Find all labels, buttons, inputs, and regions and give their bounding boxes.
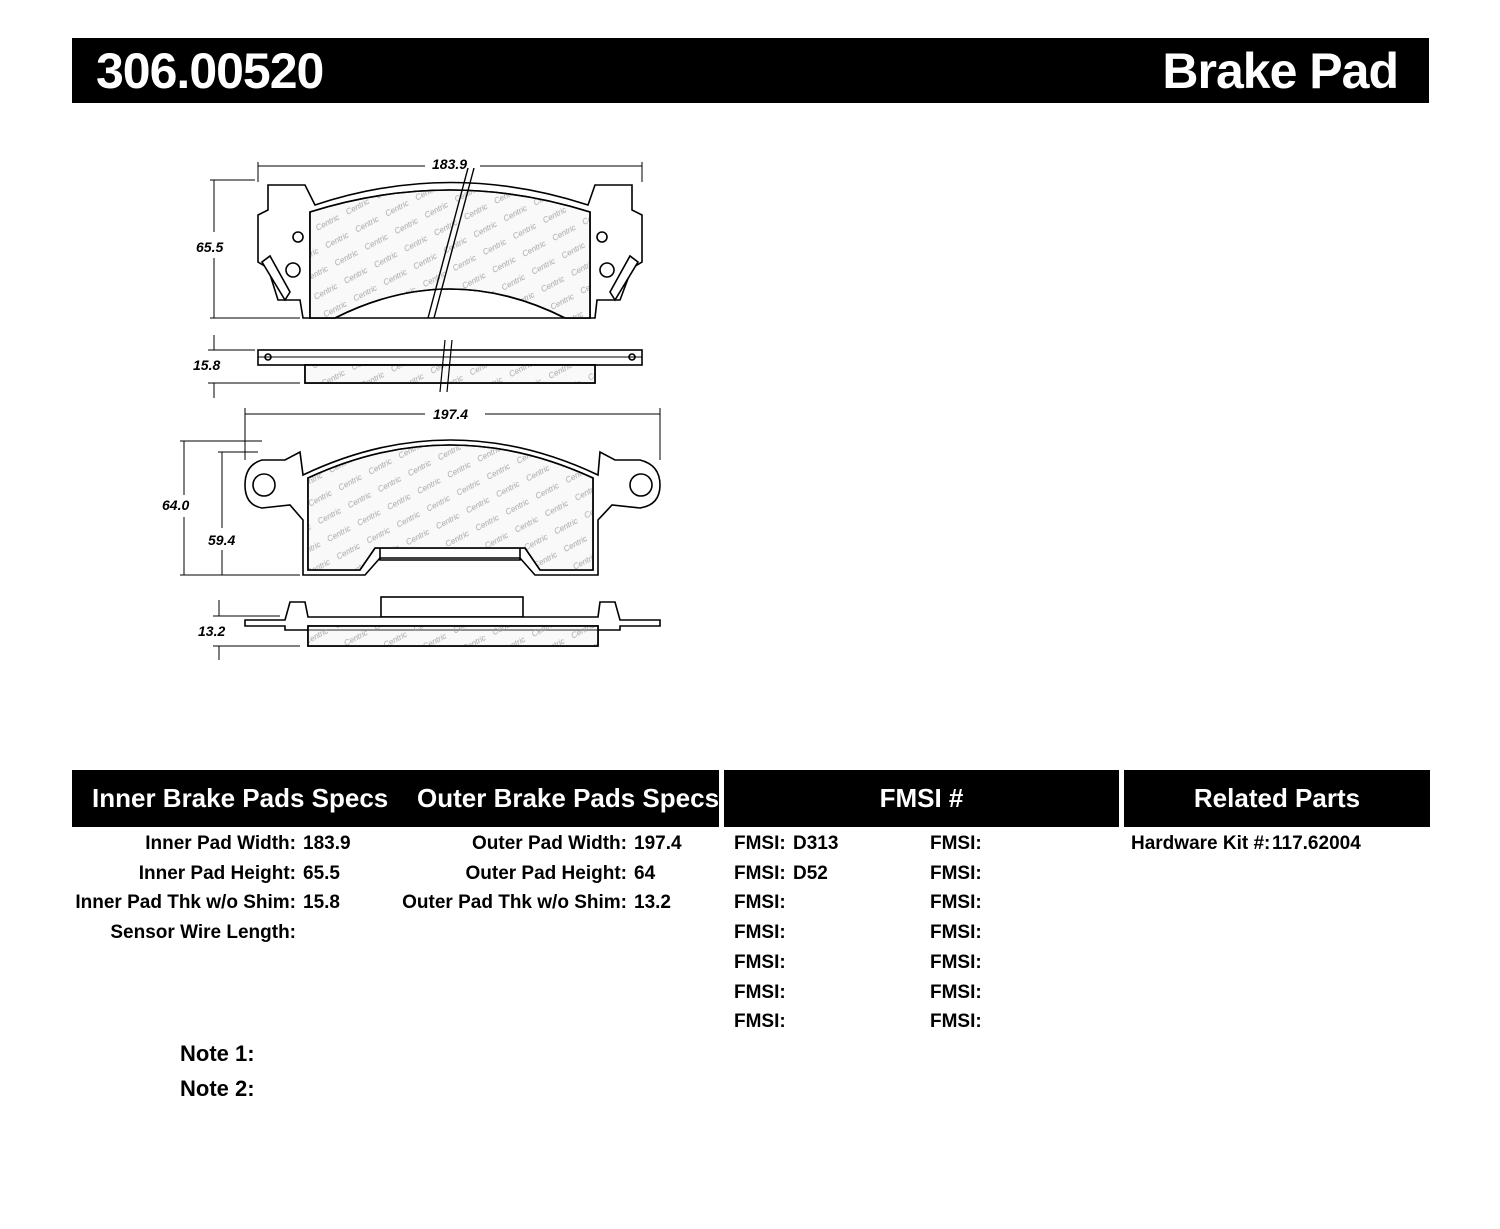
outer-spec-label: Outer Pad Width:	[472, 833, 627, 854]
inner-thickness-label: 15.8	[193, 357, 221, 373]
outer-width-label: 197.4	[433, 406, 469, 422]
fmsi-value: D52	[793, 863, 828, 884]
inner-specs-title: Inner Brake Pads Specs	[92, 783, 389, 813]
inner-spec-value: 15.8	[303, 892, 340, 913]
inner-spec-label: Sensor Wire Length:	[110, 922, 296, 943]
fmsi-label: FMSI:	[734, 892, 786, 913]
inner-pad-face	[258, 168, 642, 318]
inner-spec-value: 183.9	[303, 833, 351, 854]
inner-height-label: 65.5	[196, 239, 224, 255]
hardware-kit-value: 117.62004	[1272, 833, 1361, 854]
fmsi-label: FMSI:	[930, 833, 982, 854]
inner-spec-label: Inner Pad Width:	[145, 833, 296, 854]
related-parts-title: Related Parts	[1124, 770, 1430, 827]
fmsi-label: FMSI:	[734, 1011, 786, 1032]
outer-spec-label: Outer Pad Thk w/o Shim:	[402, 892, 627, 913]
outer-height-label: 64.0	[162, 497, 190, 513]
inner-spec-label: Inner Pad Height:	[138, 863, 296, 884]
outer-specs-title: Outer Brake Pads Specs	[417, 783, 720, 813]
outer-thickness-label: 13.2	[198, 623, 226, 639]
outer-spec-value: 197.4	[634, 833, 682, 854]
inner-thickness-dimension	[208, 335, 300, 398]
fmsi-title: FMSI #	[724, 770, 1119, 827]
fmsi-value: D313	[793, 833, 839, 854]
outer-spec-value: 13.2	[634, 892, 671, 913]
fmsi-label: FMSI:	[930, 922, 982, 943]
inner-spec-value: 65.5	[303, 863, 340, 884]
note-1-label: Note 1:	[180, 1041, 255, 1066]
outer-spec-value: 64	[634, 863, 656, 884]
fmsi-label: FMSI:	[734, 863, 786, 884]
fmsi-label: FMSI:	[930, 952, 982, 973]
fmsi-label: FMSI:	[930, 892, 982, 913]
inner-width-label: 183.9	[432, 156, 468, 172]
inner-pad-side	[258, 340, 642, 392]
fmsi-label: FMSI:	[930, 1011, 982, 1032]
fmsi-label: FMSI:	[734, 982, 786, 1003]
fmsi-label: FMSI:	[734, 952, 786, 973]
hardware-kit-label: Hardware Kit #:	[1131, 833, 1271, 854]
outer-pad-side	[245, 597, 660, 646]
note-2-label: Note 2:	[180, 1076, 255, 1101]
outer-spec-label: Outer Pad Height:	[465, 863, 627, 884]
fmsi-label: FMSI:	[930, 982, 982, 1003]
fmsi-label: FMSI:	[930, 863, 982, 884]
outer-pad-face	[245, 440, 660, 575]
fmsi-label: FMSI:	[734, 833, 786, 854]
part-number: 306.00520	[96, 43, 324, 99]
outer-friction-height-label: 59.4	[208, 532, 236, 548]
document-type: Brake Pad	[1162, 43, 1398, 99]
inner-spec-label: Inner Pad Thk w/o Shim:	[75, 892, 296, 913]
fmsi-label: FMSI:	[734, 922, 786, 943]
brake-pad-drawing	[150, 140, 690, 670]
